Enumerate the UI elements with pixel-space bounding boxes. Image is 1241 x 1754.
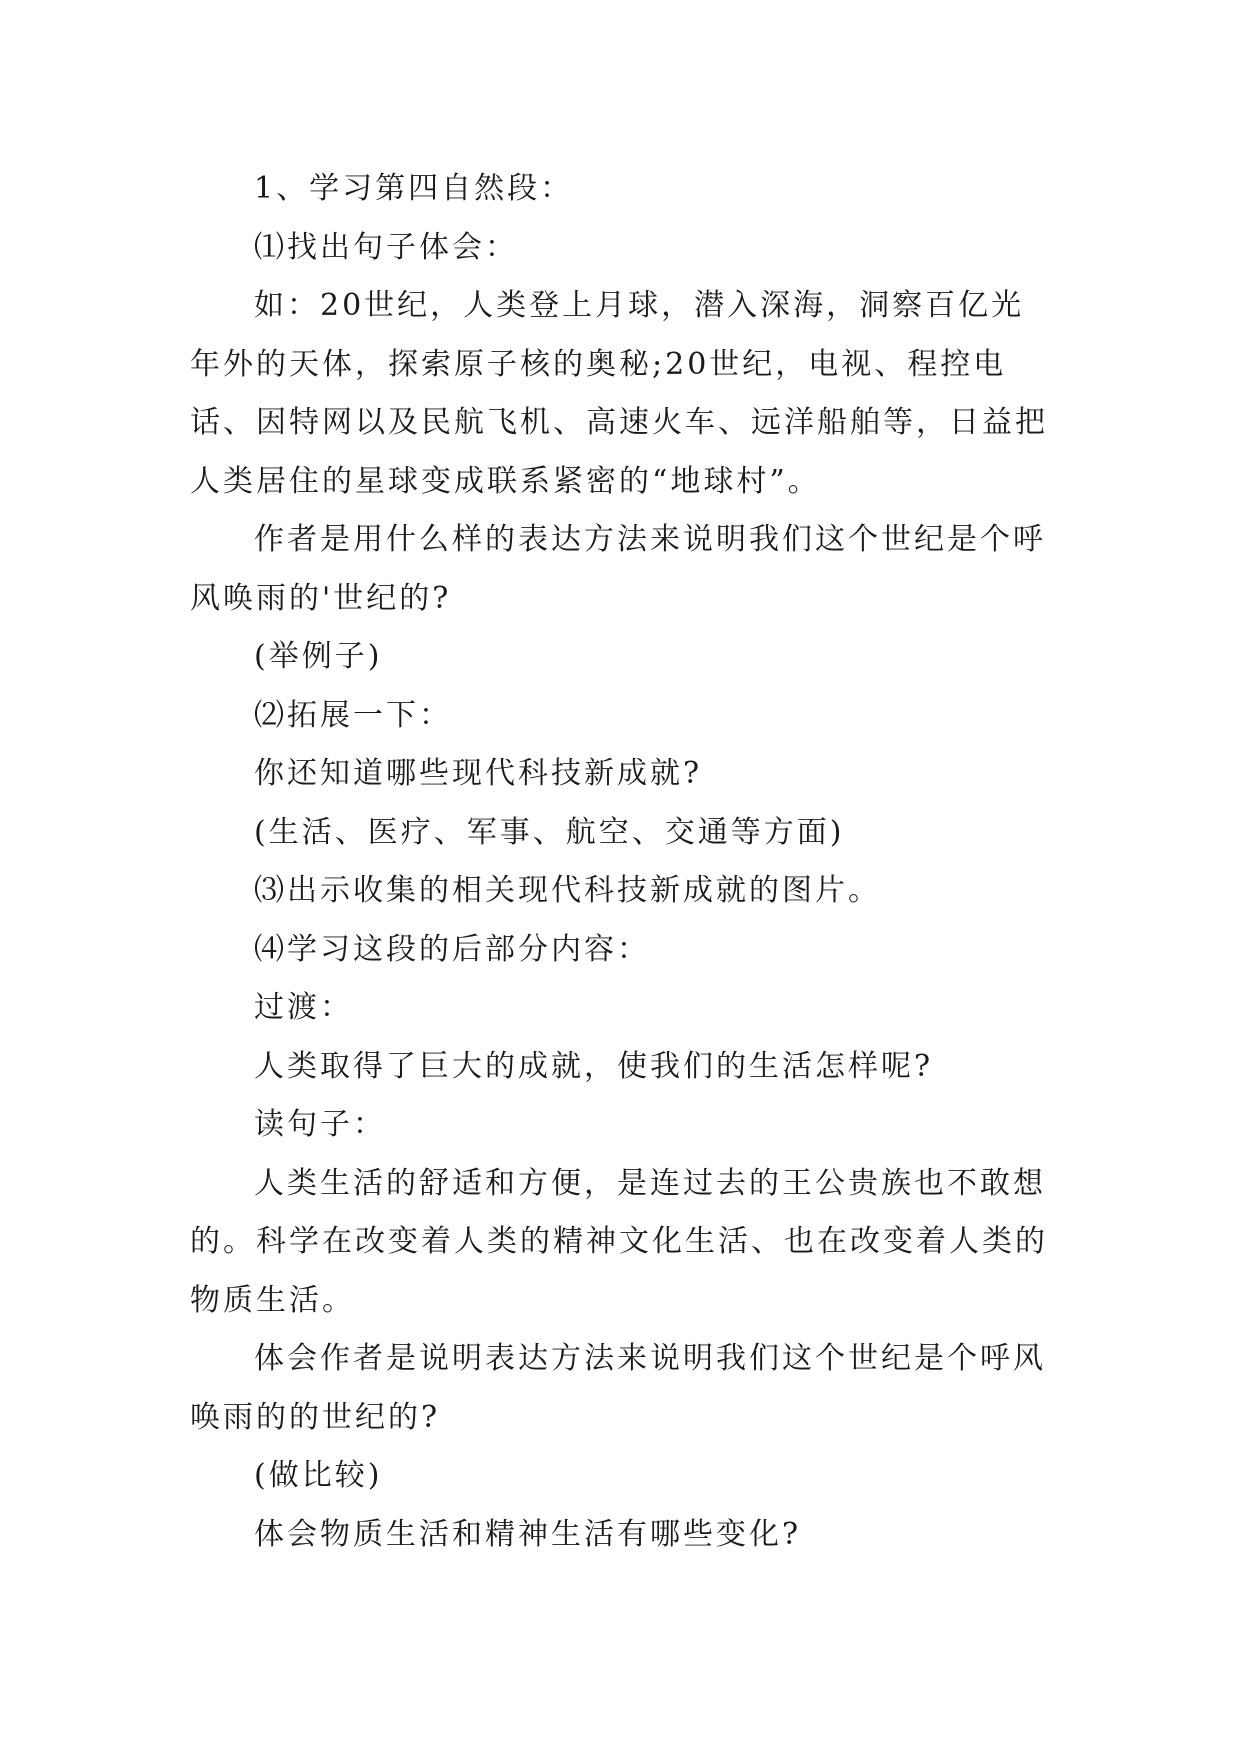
paragraph: (生活、医疗、军事、航空、交通等方面) (254, 814, 845, 850)
paragraph: 1、学习第四自然段： (254, 171, 574, 206)
paragraph: 人类取得了巨大的成就，使我们的生活怎样呢? (254, 1048, 934, 1084)
paragraph: 体会物质生活和精神生活有哪些变化? (254, 1516, 802, 1552)
paragraph: ⑴找出句子体会： (254, 229, 518, 265)
paragraph: 体会作者是说明表达方法来说明我们这个世纪是个呼风唤雨的的世纪的? (190, 1341, 1046, 1435)
paragraph: 你还知道哪些现代科技新成就? (254, 756, 703, 791)
paragraph: (做比较) (254, 1458, 383, 1493)
paragraph: 人类生活的舒适和方便，是连过去的王公贵族也不敢想的。科学在改变着人类的精神文化生活、也在改变着人类的物质生活。 (190, 1165, 1048, 1318)
paragraph: 过渡： (254, 990, 353, 1025)
paragraph: (举例子) (254, 639, 383, 674)
paragraph: 作者是用什么样的表达方法来说明我们这个世纪是个呼风唤雨的'世纪的? (190, 522, 1046, 616)
paragraph: 读句子： (254, 1107, 386, 1142)
paragraph: ⑷学习这段的后部分内容： (254, 931, 650, 967)
paragraph: ⑵拓展一下： (254, 697, 452, 733)
document-body (190, 160, 1050, 1564)
paragraph: ⑶出示收集的相关现代科技新成就的图片。 (254, 873, 881, 908)
paragraph: 如：20世纪，人类登上月球，潜入深海，洞察百亿光年外的天体，探索原子核的奥秘;20世纪，电视、程控电话、因特网以及民航飞机、高速火车、远洋船舶等，日益把人类居住的星球变成联系紧密的“地球村”。 (190, 288, 1048, 499)
